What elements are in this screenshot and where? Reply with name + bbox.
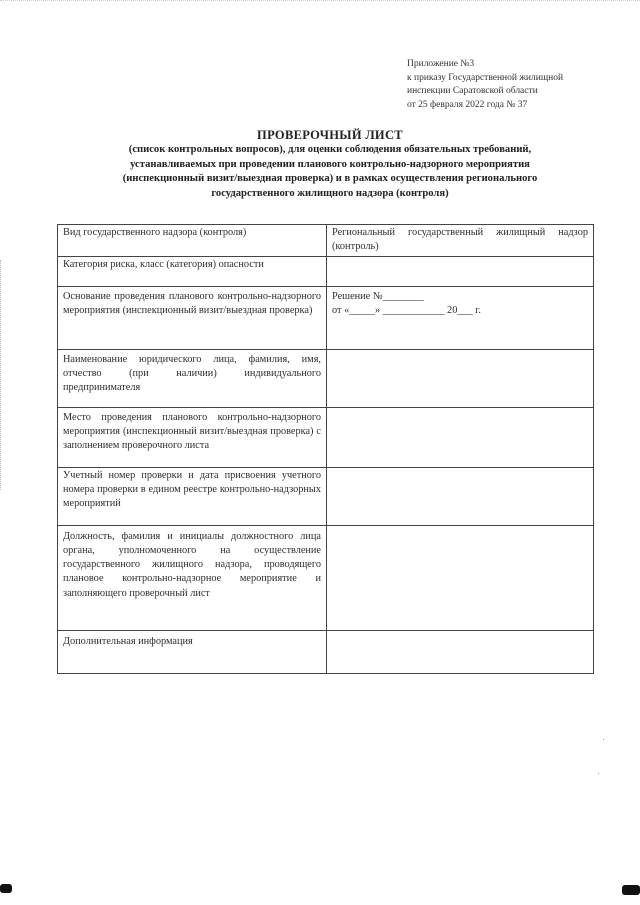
scan-edge-top <box>0 0 640 5</box>
row-value <box>327 256 594 286</box>
title-subline: государственного жилищного надзора (контроля) <box>211 187 449 199</box>
appendix-line: к приказу Государственной жилищной <box>407 72 564 83</box>
table-row <box>58 630 594 673</box>
scan-speck <box>603 739 604 740</box>
row-label: Вид государственного надзора (контроля) <box>58 225 327 257</box>
table-row <box>58 286 594 349</box>
row-label: Учетный номер проверки и дата присвоения учетного номера проверки в едином реестре контрольно-надзорных мероприятий <box>58 467 327 525</box>
row-value <box>327 467 594 525</box>
scan-blob <box>0 884 12 893</box>
row-label: Категория риска, класс (категория) опасности <box>58 256 327 286</box>
table-row <box>58 467 594 525</box>
document-title <box>40 127 620 201</box>
row-label: Основание проведения планового контрольно-надзорного мероприятия (инспекционный визит/выездная проверка) <box>58 286 327 349</box>
title-main: ПРОВЕРОЧНЫЙ ЛИСТ <box>257 128 403 142</box>
row-value <box>327 286 594 349</box>
title-subline: (список контрольных вопросов), для оценки соблюдения обязательных требований, <box>128 144 532 155</box>
row-value <box>327 407 594 467</box>
title-subline: устанавливаемых при проведении планового контрольно-надзорного мероприятия <box>130 158 530 170</box>
title-subline: (инспекционный визит/выездная проверка) и в рамках осуществления регионального <box>122 173 538 185</box>
row-value: Региональный государственный жилищный надзор (контроль) <box>327 225 594 257</box>
table-row <box>58 349 594 407</box>
appendix-line: Приложение №3 <box>407 59 475 69</box>
row-label: Место проведения планового контрольно-надзорного мероприятия (инспекционный визит/выездная проверка) с заполнением проверочного листа <box>58 407 327 467</box>
table-row <box>58 225 594 257</box>
scan-blob <box>622 885 640 895</box>
row-label: Дополнительная информация <box>58 630 327 673</box>
table-row <box>58 525 594 630</box>
appendix-line: инспекции Саратовской области <box>407 86 538 96</box>
decision-date-line: от «_____» ____________ 20___ г. <box>332 304 482 316</box>
row-label: Должность, фамилия и инициалы должностного лица органа, уполномоченного на осуществление государственного жилищного надзора, проводящего плановое контрольно-надзорное мероприятие и заполняющего проверочный лист <box>58 525 327 630</box>
table-row <box>58 256 594 286</box>
scan-speck <box>598 773 599 774</box>
decision-number-line: Решение №________ <box>332 290 424 302</box>
row-label: Наименование юридического лица, фамилия, имя, отчество (при наличии) индивидуального предпринимателя <box>58 349 327 407</box>
row-value <box>327 630 594 673</box>
row-value <box>327 525 594 630</box>
row-value <box>327 349 594 407</box>
checklist-table <box>57 224 594 674</box>
appendix-note <box>407 58 607 112</box>
appendix-line: от 25 февраля 2022 года № 37 <box>407 99 528 110</box>
table-row <box>58 407 594 467</box>
scan-edge-left <box>0 260 4 490</box>
